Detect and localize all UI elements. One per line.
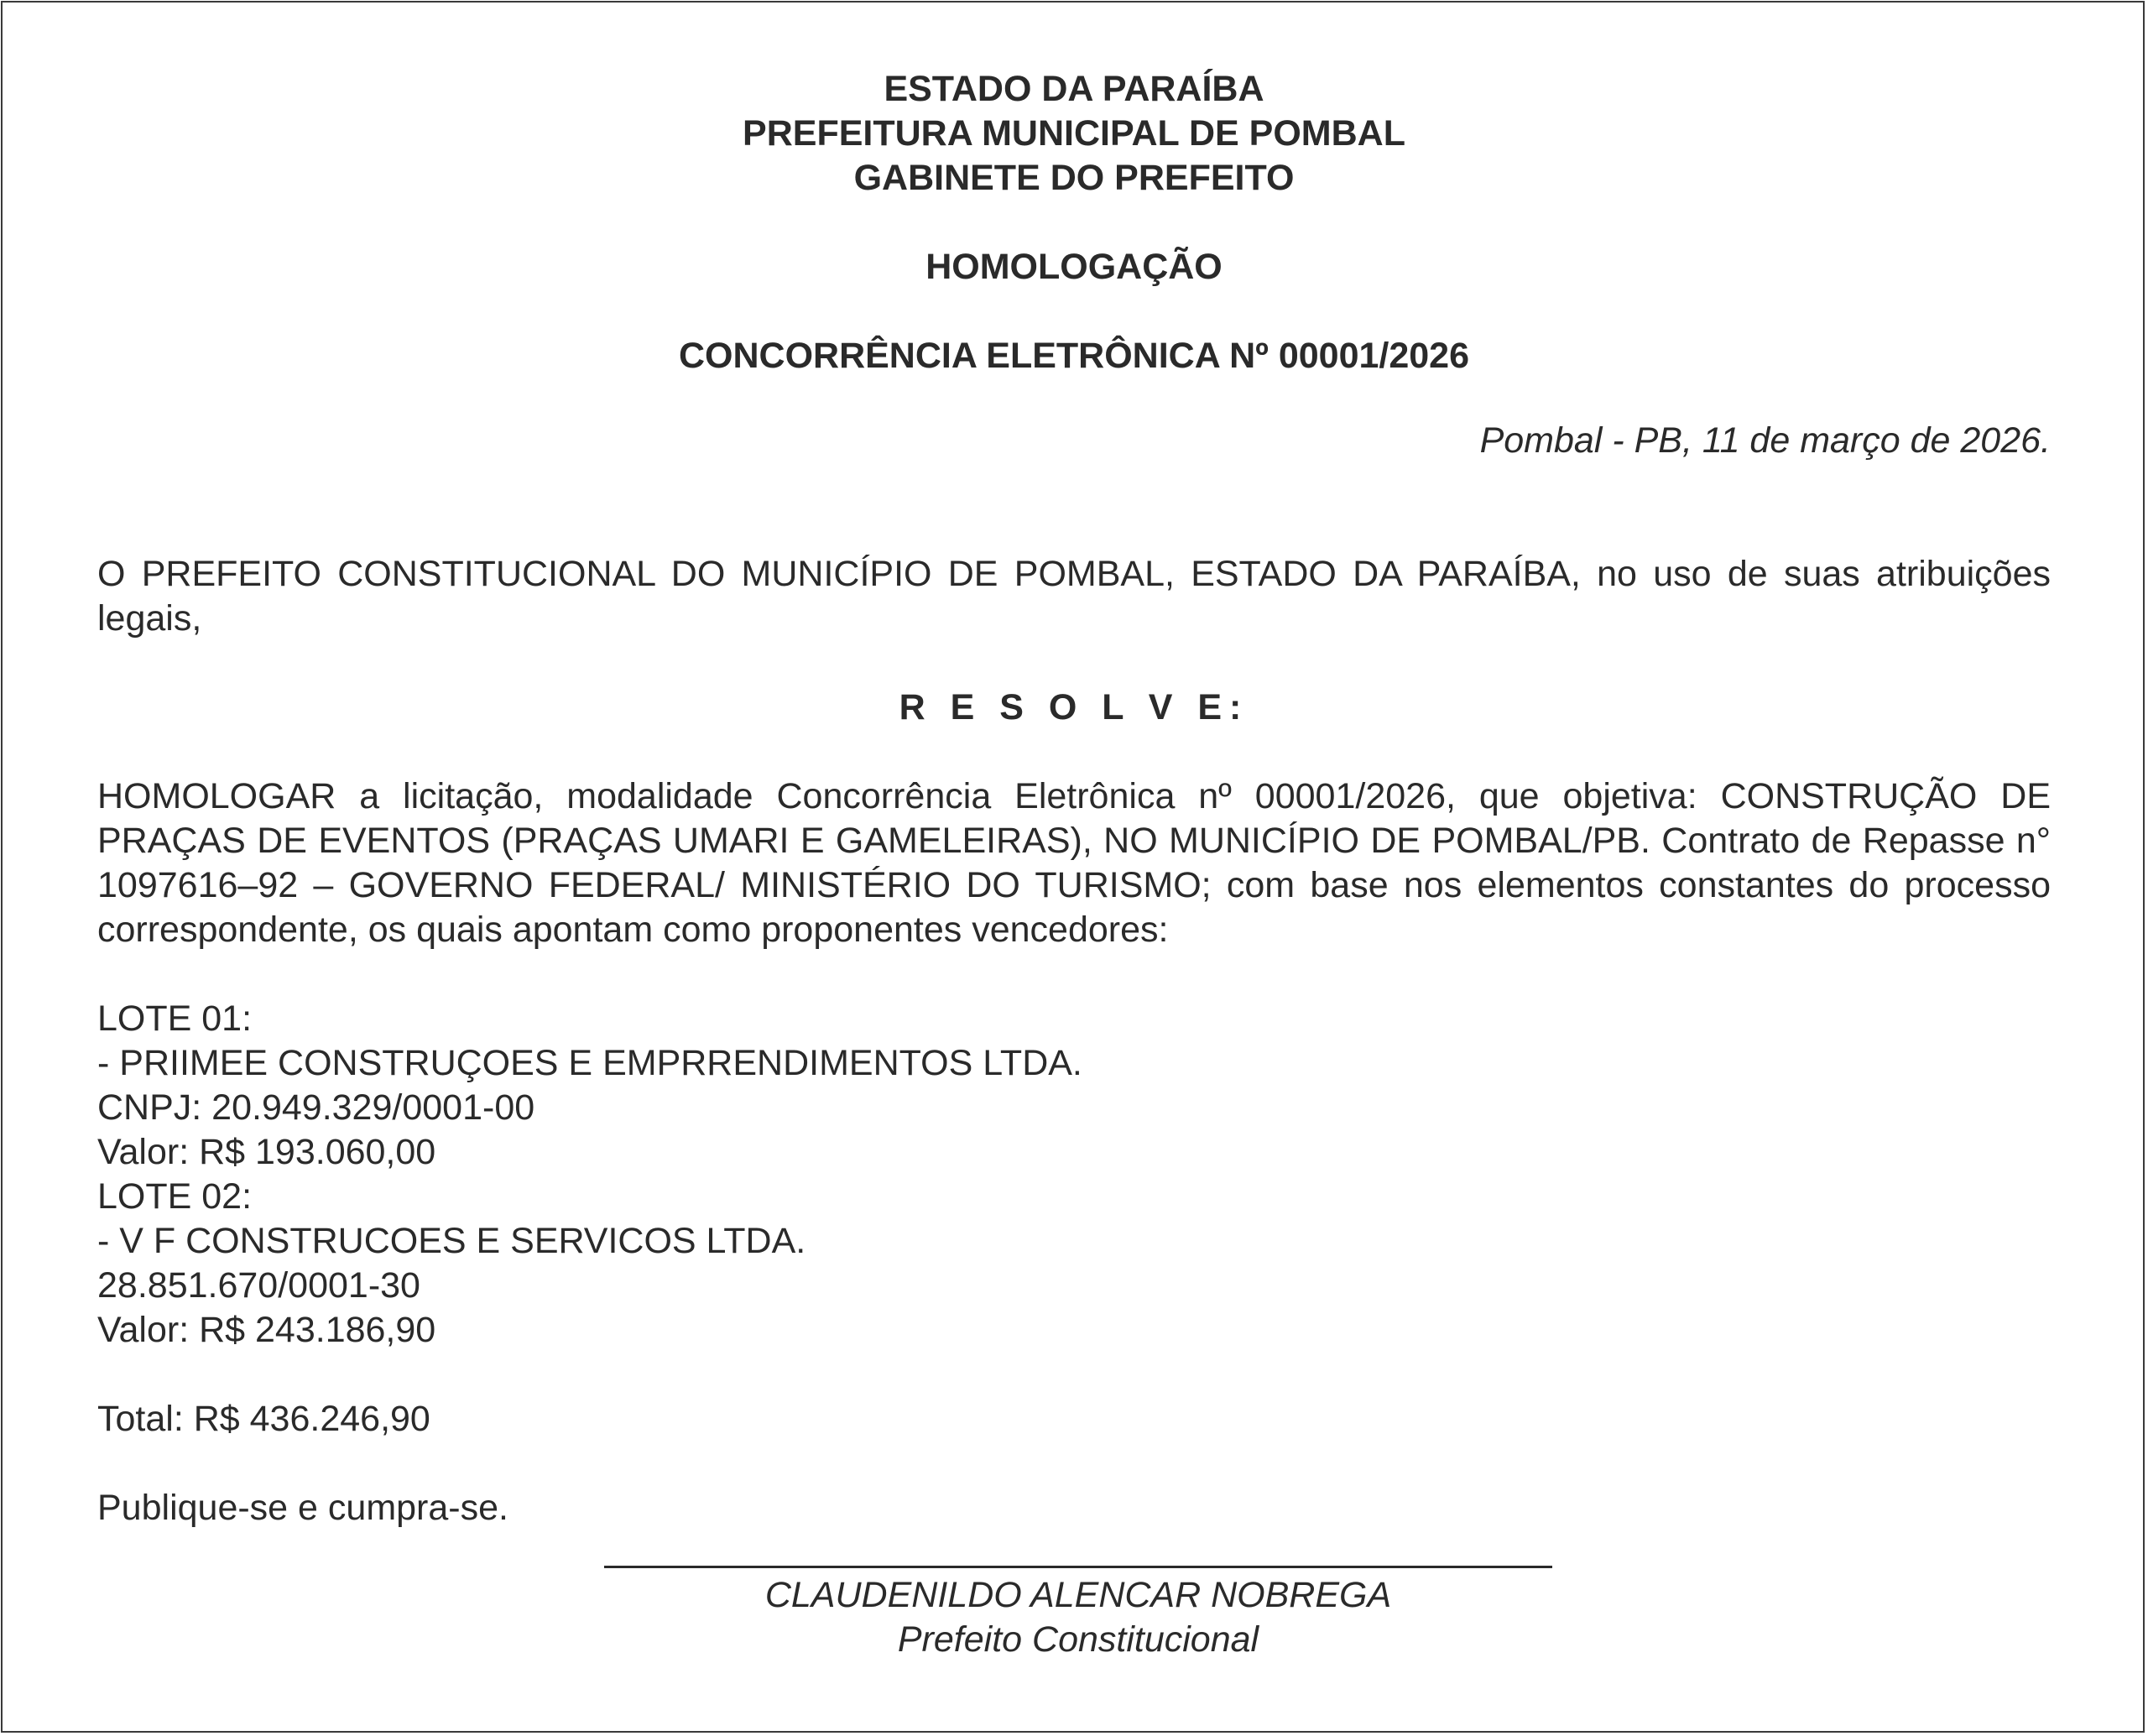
lot-company: - V F CONSTRUCOES E SERVICOS LTDA. bbox=[97, 1221, 806, 1261]
header-office: GABINETE DO PREFEITO bbox=[853, 158, 1295, 198]
body-paragraph: HOMOLOGAR a licitação, modalidade Concorrência Eletrônica nº 00001/2026, que objetiva: CONSTRUÇÃO DE PRAÇAS DE EVENTOS (PRAÇAS UMARI E GAMELEIRAS), NO MUNICÍPIO DE POMBAL/PB. Contrato de Repasse n° 1097616–92 – GOVERNO FEDERAL/ MINISTÉRIO DO TURISMO; com base nos elementos constantes do processo correspondente, os quais apontam como proponentes vencedores: bbox=[97, 776, 2051, 950]
document-body bbox=[97, 67, 2051, 1530]
lot-company: - PRIIMEE CONSTRUÇOES E EMPRRENDIMENTOS LTDA. bbox=[97, 1043, 1082, 1083]
resolve-heading: R E S O L V E: bbox=[899, 687, 1249, 727]
signature-block bbox=[604, 1566, 1552, 1662]
lot-02 bbox=[97, 1175, 2051, 1353]
signature-line bbox=[604, 1566, 1552, 1568]
process-number: CONCORRÊNCIA ELETRÔNICA Nº 00001/2026 bbox=[678, 336, 1470, 376]
lot-01 bbox=[97, 997, 2051, 1175]
signatory-name: CLAUDENILDO ALENCAR NOBREGA bbox=[764, 1575, 1392, 1615]
total-value: Total: R$ 436.246,90 bbox=[97, 1399, 430, 1439]
closing-text: Publique-se e cumpra-se. bbox=[97, 1488, 508, 1528]
document-type: HOMOLOGAÇÃO bbox=[925, 247, 1223, 287]
header-state: ESTADO DA PARAÍBA bbox=[884, 69, 1264, 109]
lot-value: Valor: R$ 193.060,00 bbox=[97, 1132, 436, 1172]
intro-paragraph: O PREFEITO CONSTITUCIONAL DO MUNICÍPIO DE POMBAL, ESTADO DA PARAÍBA, no uso de suas atribuições legais, bbox=[97, 554, 2051, 639]
lot-value: Valor: R$ 243.186,90 bbox=[97, 1310, 436, 1350]
header-municipality: PREFEITURA MUNICIPAL DE POMBAL bbox=[743, 113, 1405, 154]
date-line: Pombal - PB, 11 de março de 2026. bbox=[1479, 420, 2051, 461]
lot-cnpj: 28.851.670/0001-30 bbox=[97, 1265, 420, 1306]
lot-label: LOTE 01: bbox=[97, 998, 253, 1039]
signatory-title: Prefeito Constitucional bbox=[897, 1619, 1259, 1660]
lot-label: LOTE 02: bbox=[97, 1176, 253, 1217]
lot-cnpj: CNPJ: 20.949.329/0001-00 bbox=[97, 1087, 535, 1128]
